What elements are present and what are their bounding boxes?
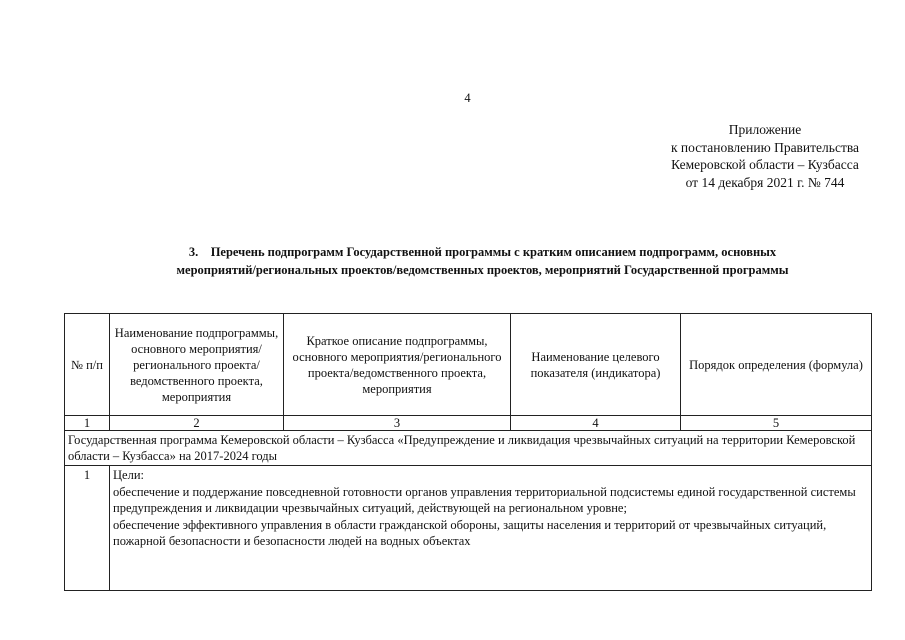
header-cell-description: Краткое описание подпрограммы, основного мероприятия/регионального проекта/ведомственного проекта, мероприятия: [284, 314, 511, 416]
appendix-line: к постановлению Правительства: [670, 139, 860, 155]
appendix-block: [620, 121, 905, 191]
row-number: 1: [65, 466, 110, 591]
page-number: 4: [464, 91, 471, 105]
table-header-row: [65, 314, 872, 416]
column-number: 3: [284, 416, 511, 431]
column-number: 1: [65, 416, 110, 431]
program-title-row: [65, 431, 872, 466]
table-row: [65, 466, 872, 591]
goal-item: обеспечение эффективного управления в области гражданской обороны, защиты населения и территорий от чрезвычайных ситуаций, пожарной безопасности и безопасности людей на водных объектах: [113, 517, 827, 548]
section-title: [60, 243, 905, 279]
column-number: 4: [511, 416, 681, 431]
section-title-line: 3. Перечень подпрограмм Государственной программы с кратким описанием подпрограмм, основных: [188, 245, 777, 259]
appendix-line: от 14 декабря 2021 г. № 744: [685, 174, 845, 190]
goal-item: обеспечение и поддержание повседневной готовности органов управления территориальной подсистемы единой государственной системы предупреждения и ликвидации чрезвычайных ситуаций, действующей на региональном уровне;: [113, 484, 856, 515]
goals-cell: [110, 466, 872, 591]
header-cell-name: Наименование подпрограммы, основного мероприятия/ регионального проекта/ведомственного проекта, мероприятия: [110, 314, 284, 416]
header-cell-number: № п/п: [65, 314, 110, 416]
header-cell-indicator: Наименование целевого показателя (индикатора): [511, 314, 681, 416]
header-cell-formula: Порядок определения (формула): [681, 314, 872, 416]
section-title-line: мероприятий/региональных проектов/ведомственных проектов, мероприятий Государственной программы: [176, 263, 789, 277]
column-number-row: [65, 416, 872, 431]
goals-label: Цели:: [113, 468, 144, 482]
appendix-line: Приложение: [728, 122, 802, 137]
column-number: 2: [110, 416, 284, 431]
appendix-line: Кемеровской области – Кузбасса: [671, 157, 859, 172]
program-title: Государственная программа Кемеровской области – Кузбасса «Предупреждение и ликвидация чрезвычайных ситуаций на территории Кемеровской области – Кузбасса» на 2017-2024 годы: [65, 431, 872, 466]
column-number: 5: [681, 416, 872, 431]
subprograms-table: [64, 313, 872, 591]
